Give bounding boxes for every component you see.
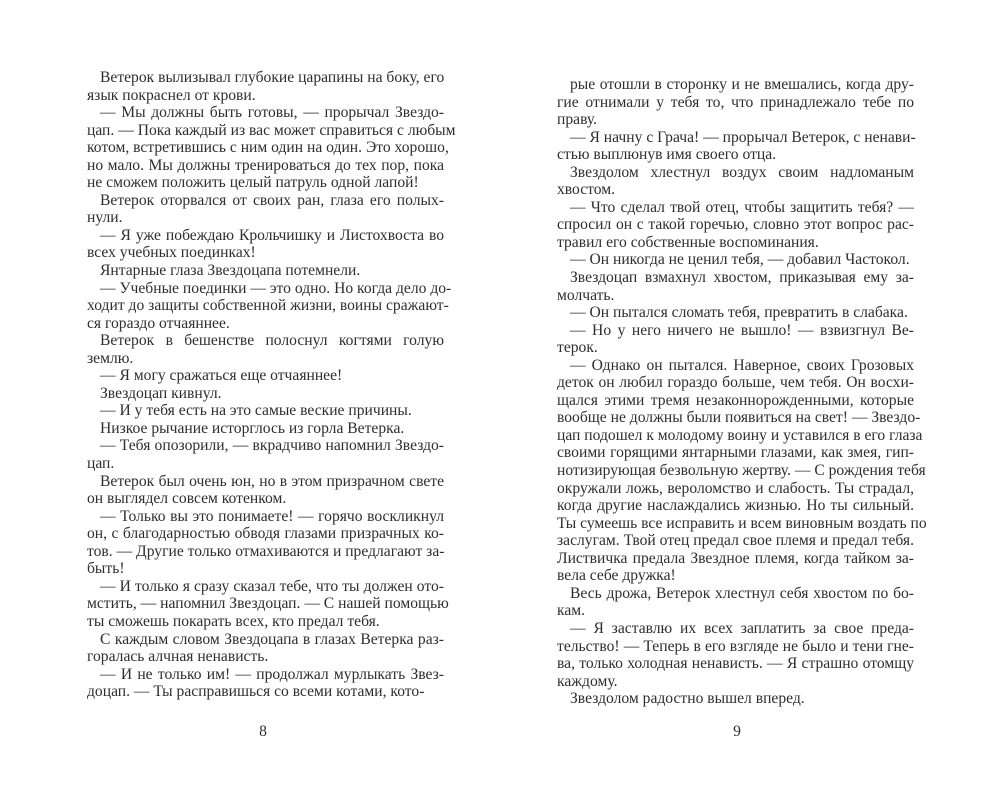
paragraph	[557, 322, 914, 357]
paragraph	[557, 269, 914, 304]
paragraph	[87, 192, 444, 227]
text-line: каждому.	[557, 672, 618, 690]
text-line: мстить, — напомнил Звездоцап. — С нашей помощью	[87, 595, 449, 613]
text-line: Весь дрожа, Ветерок хлестнул себя хвостом по бо-	[570, 584, 914, 602]
right-page	[500, 0, 1000, 808]
text-line: ты сможешь покарать всех, кто предал тебя.	[87, 612, 380, 630]
paragraph	[557, 690, 914, 708]
text-line: вообще не должны были появиться на свет! — Звездо-	[557, 409, 921, 427]
text-line: ходит до защиты собственной жизни, воины сражают-	[87, 297, 449, 315]
paragraph	[87, 577, 449, 631]
text-line: молчать.	[557, 286, 615, 304]
text-line: цап подошел к молодому воину и уставился в его глаза	[557, 426, 923, 444]
text-line: Звездолом радостно вышел вперед.	[570, 690, 805, 708]
paragraph	[557, 164, 914, 199]
text-line: ся гораздо отчаяннее.	[87, 314, 230, 332]
paragraph	[557, 620, 914, 690]
paragraph	[87, 402, 444, 420]
paragraph	[87, 420, 444, 438]
text-line: доцап. — Ты расправишься со всеми котами, кото-	[87, 683, 425, 701]
text-line: Ветерок оторвался от своих ран, глаза его полых-	[100, 191, 444, 209]
page-number: 9	[733, 723, 741, 740]
text-line: Янтарные глаза Звездоцапа потемнели.	[100, 262, 361, 280]
text-line: стью выплюнув имя своего отца.	[557, 146, 777, 164]
text-line: цап. — Пока каждый из вас может справиться с любым	[87, 121, 456, 139]
text-line: когда другие наслаждались жизнью. Но ты сильный.	[557, 497, 914, 515]
text-line: — Он никогда не ценил тебя, — добавил Частокол.	[570, 251, 910, 269]
text-line: но мало. Мы должны тренироваться до тех пор, пока	[87, 156, 444, 174]
text-line: своими горящими янтарными глазами, как змея, гип-	[557, 444, 914, 462]
text-line: травил его собственные воспоминания.	[557, 233, 819, 251]
text-line: деток он любил гораздо больше, чем тебя. Он восхи-	[557, 374, 914, 392]
text-line: спросил он с такой горечью, словно этот вопрос рас-	[557, 216, 914, 234]
text-line: Низкое рычание исторглось из горла Ветерка.	[100, 419, 405, 437]
text-line: — Но у него ничего не вышло! — взвизгнул Ве-	[570, 321, 914, 339]
paragraph	[87, 631, 444, 666]
text-line: Звездоцап взмахнул хвостом, приказывая ему за-	[570, 269, 914, 287]
text-line: рые отошли в сторонку и не вмешались, когда дру-	[570, 76, 914, 93]
text-line: праву.	[557, 111, 598, 129]
text-line: — Я уже побеждаю Крольчишку и Листохвоста во	[100, 226, 444, 244]
paragraph	[87, 437, 444, 472]
text-line: всех учебных поединках!	[87, 244, 256, 262]
text-line: котом, встретившись с ним один на один. Это хорошо,	[87, 139, 449, 157]
text-line: — Мы должны быть готовы, — прорычал Звездо-	[100, 104, 444, 122]
text-line: Звездоцап кивнул.	[100, 384, 222, 402]
text-line: — Тебя опозорили, — вкрадчиво напомнил Звездо-	[100, 437, 444, 455]
text-line: нотизирующая безвольную жертву. — С рождения тебя	[557, 462, 926, 480]
paragraph	[557, 356, 927, 585]
paragraph	[557, 585, 914, 620]
text-line: — И не только им! — продолжал мурлыкать Звез-	[100, 665, 444, 683]
text-line: — Он пытался сломать тебя, превратить в слабака.	[570, 304, 908, 322]
text-line: язык покраснел от крови.	[87, 86, 256, 104]
text-line: быть!	[87, 560, 125, 578]
text-line: вела себе дружка!	[557, 567, 676, 585]
page-number: 8	[259, 723, 267, 740]
paragraph	[87, 69, 444, 104]
text-line: тельство! — Теперь в его взгляде не было и тени гне-	[557, 637, 914, 655]
text-line: — Я начну с Грача! — прорычал Ветерок, с ненави-	[570, 128, 916, 146]
text-line: гие отнимали у тебя то, что принадлежало тебе по	[557, 93, 914, 111]
text-line: щался этими тремя незаконнорожденными, которые	[557, 391, 914, 409]
text-line: — И только я сразу сказал тебе, что ты должен ото-	[100, 577, 444, 595]
left-page-text	[87, 69, 456, 701]
text-line: Ветерок в бешенстве полоснул когтями голую	[100, 332, 444, 350]
text-line: — Я могу сражаться еще отчаяннее!	[100, 367, 343, 385]
paragraph	[87, 473, 444, 508]
text-line: С каждым словом Звездоцапа в глазах Ветерка раз-	[100, 630, 444, 648]
paragraph	[557, 129, 914, 164]
paragraph	[87, 279, 452, 333]
text-line: — Только вы это понимаете! — горячо воскликнул	[100, 507, 444, 525]
paragraph	[557, 199, 914, 252]
paragraph	[87, 385, 444, 403]
paragraph	[557, 304, 914, 322]
text-line: — Я заставлю их всех заплатить за свое преда-	[570, 619, 914, 637]
text-line: Ветерок был очень юн, но в этом призрачном свете	[100, 472, 444, 490]
text-line: он выглядел совсем котенком.	[87, 490, 287, 508]
paragraph	[87, 262, 444, 280]
text-line: нули.	[87, 209, 123, 227]
text-line: Листвичка предала Звездное племя, когда тайком за-	[557, 549, 914, 567]
paragraph	[557, 76, 914, 129]
text-line: горалась алчная ненависть.	[87, 648, 269, 666]
text-line: тов. — Другие только отмахиваются и предлагают за-	[87, 542, 445, 560]
text-line: не сможем положить целый патруль одной лапой!	[87, 174, 419, 192]
paragraph	[87, 227, 444, 262]
text-line: — И у тебя есть на это самые веские причины.	[100, 402, 412, 420]
text-line: — Учебные поединки — это одно. Но когда дело до-	[100, 279, 452, 297]
text-line: ва, только холодная ненависть. — Я страшно отомщу	[557, 655, 914, 673]
text-line: Ты сумеешь все исправить и всем виновным воздать по	[557, 514, 927, 532]
text-line: — Что сделал твой отец, чтобы защитить тебя? —	[570, 198, 914, 216]
paragraph	[87, 367, 444, 385]
paragraph	[87, 508, 444, 578]
text-line: кам.	[557, 602, 586, 620]
paragraph	[87, 666, 444, 701]
text-line: — Однако он пытался. Наверное, своих Грозовых	[570, 356, 914, 374]
paragraph	[87, 332, 444, 367]
paragraph	[557, 251, 914, 269]
text-line: заслугам. Твой отец предал свое племя и предал тебя.	[557, 532, 914, 550]
text-line: хвостом.	[557, 181, 616, 199]
text-line: он, с благодарностью обводя глазами призрачных ко-	[87, 525, 444, 543]
right-page-text	[557, 76, 927, 708]
text-line: землю.	[87, 349, 134, 367]
text-line: терок.	[557, 339, 598, 357]
text-line: Ветерок вылизывал глубокие царапины на боку, его	[100, 69, 445, 86]
text-line: цап.	[87, 455, 115, 473]
text-line: Звездолом хлестнул воздух своим надломаным	[570, 163, 914, 181]
text-line: окружали ложь, вероломство и слабость. Ты страдал,	[557, 479, 914, 497]
paragraph	[87, 104, 456, 192]
